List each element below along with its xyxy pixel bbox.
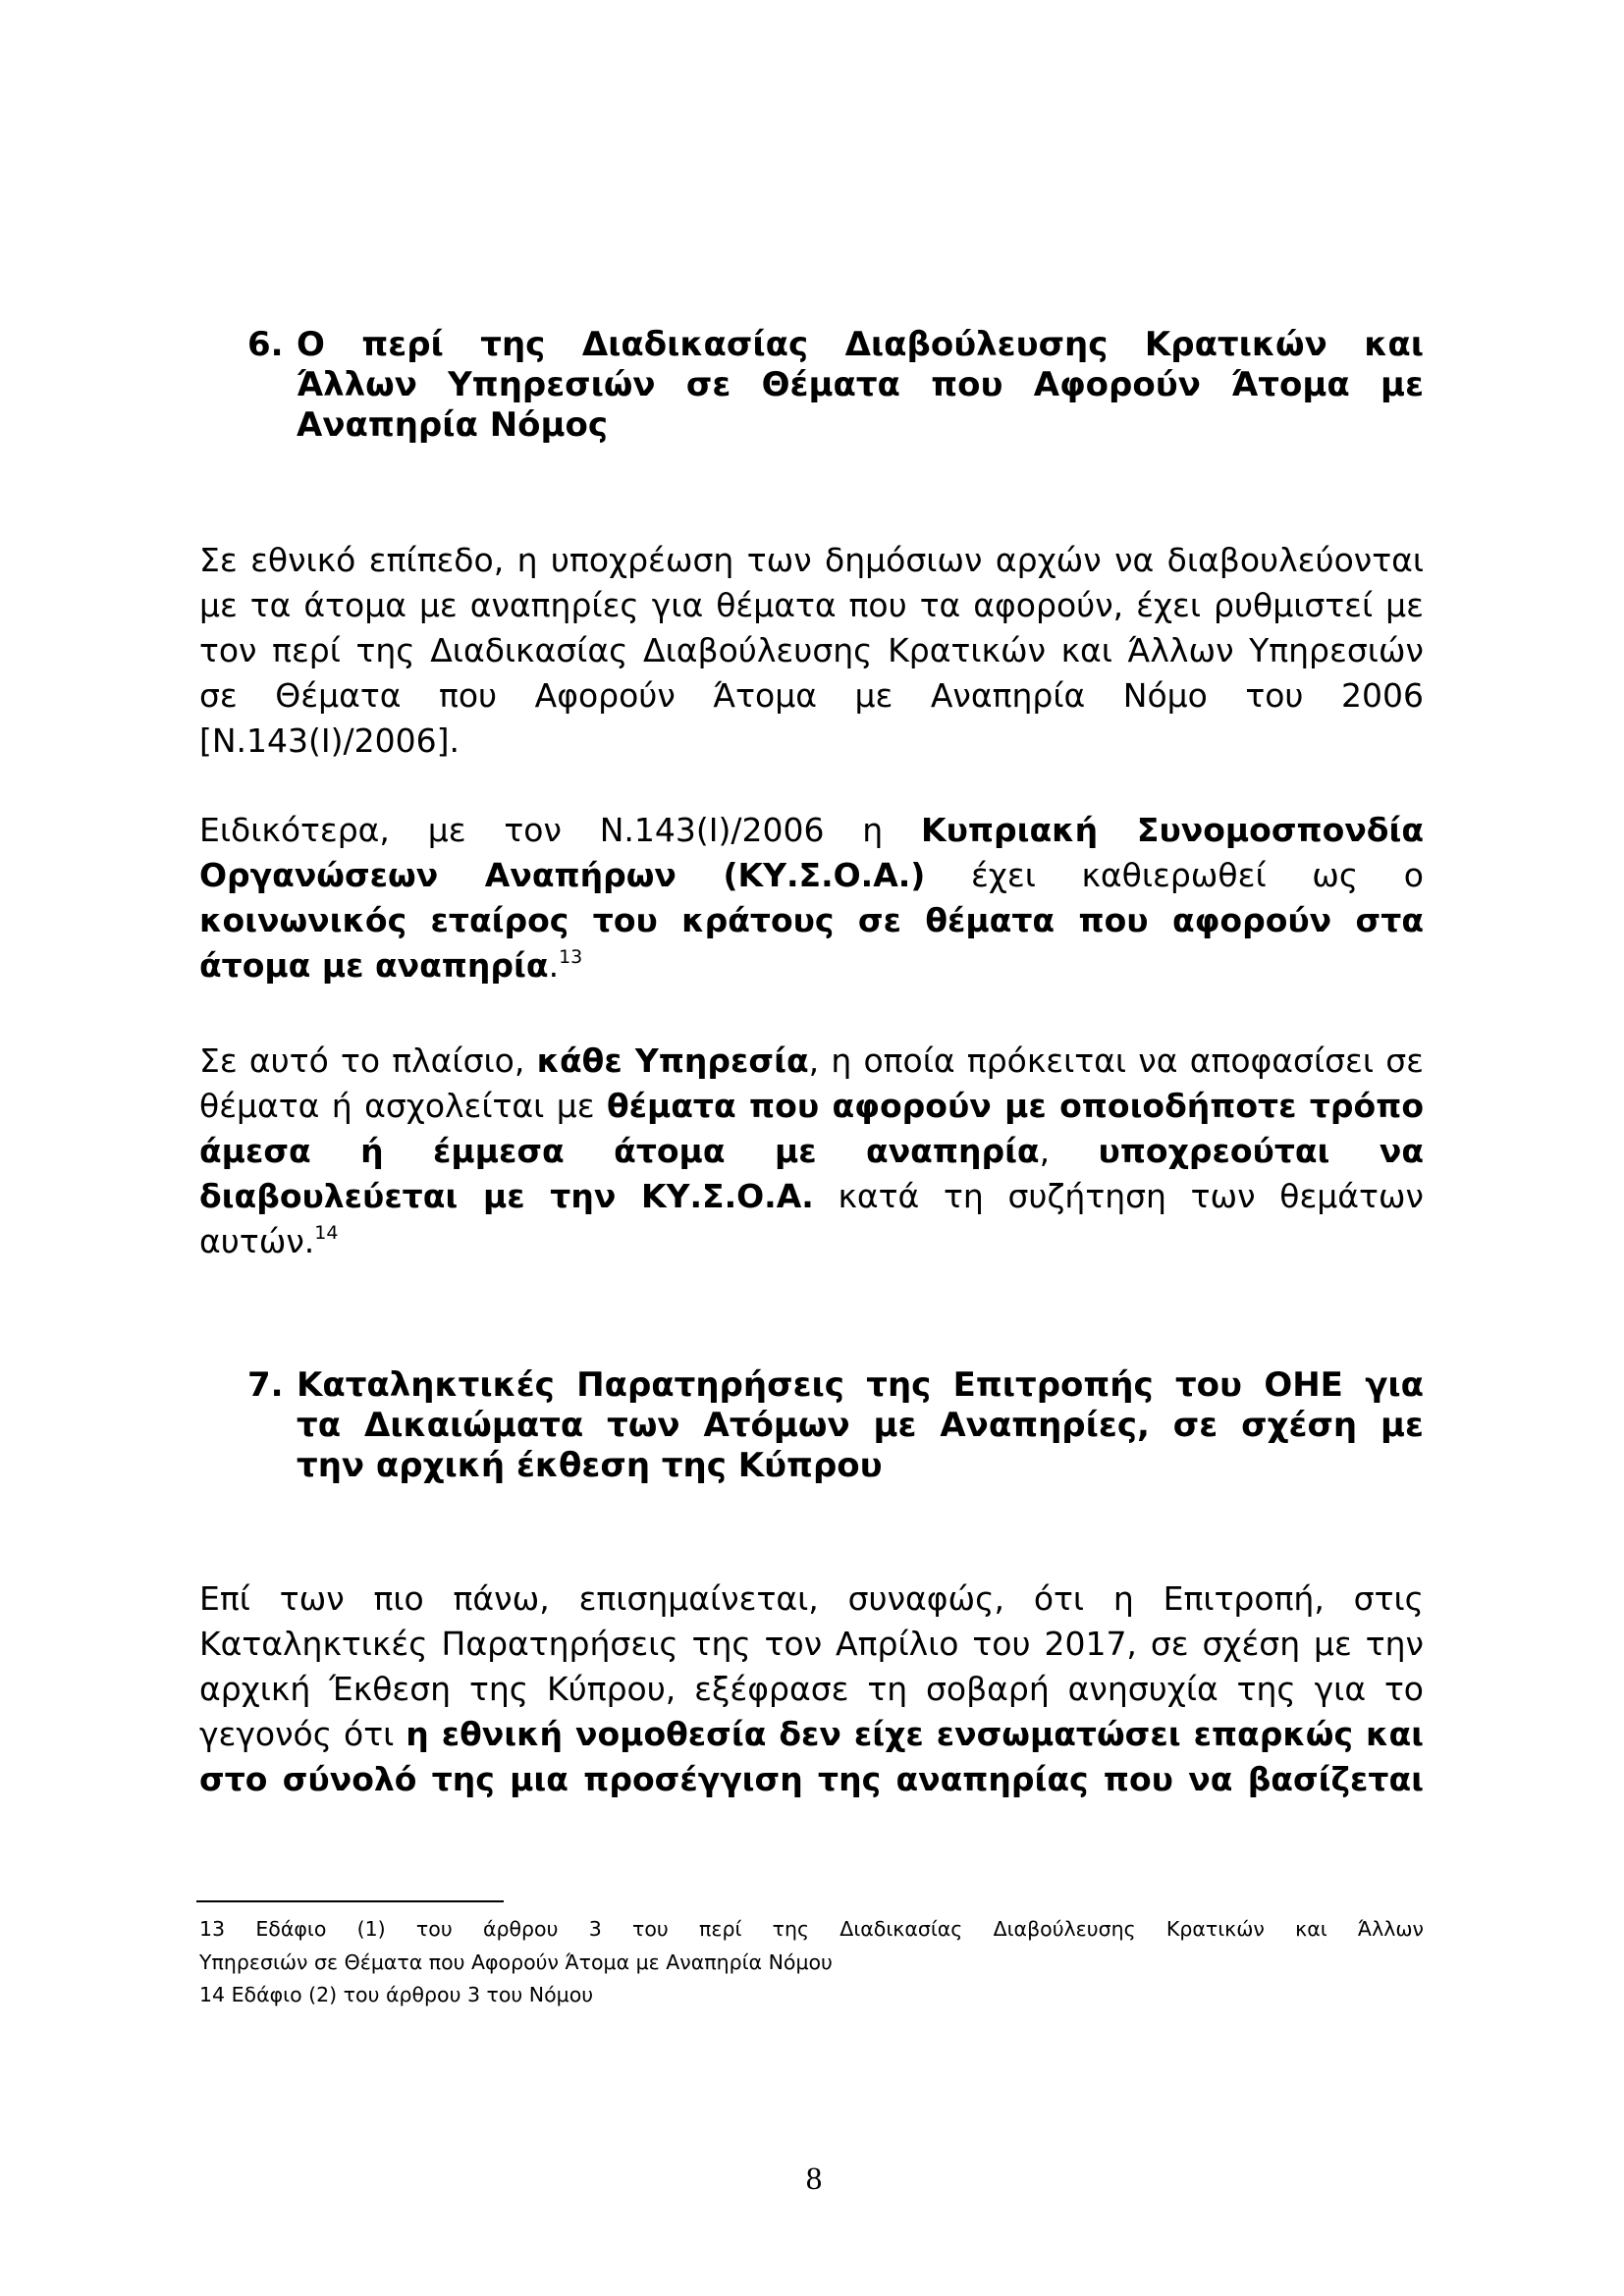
bold-text-run: θέματα που αφορούν με οποιοδήποτε τρόπο: [606, 1087, 1424, 1125]
text-run: ,: [1039, 1132, 1099, 1170]
heading-line: Άλλων Υπηρεσιών σε Θέματα που Αφορούν Άτομα με: [297, 365, 1424, 404]
footnote-13-line: 13 Εδάφιο (1) του άρθρου 3 του περί της Διαδικασίας Διαβούλευσης Κρατικών και Άλλων: [199, 1917, 1424, 1941]
text-line: [199, 1712, 1424, 1757]
footnote-reference-13[interactable]: 13: [559, 946, 583, 968]
text-line: [Ν.143(Ι)/2006].: [199, 721, 460, 760]
text-line: [199, 1174, 1424, 1219]
bold-text-run: κάθε Υπηρεσία: [536, 1041, 809, 1080]
bold-text-run: υποχρεούται να: [1098, 1132, 1424, 1170]
section-title: [297, 1365, 1424, 1486]
text-line: [199, 1129, 1424, 1174]
text-line: [199, 943, 1424, 988]
section-number: 7.: [247, 1365, 284, 1405]
text-run: γεγονός ότι: [199, 1715, 406, 1753]
text-run: θέματα ή ασχολείται με: [199, 1087, 607, 1125]
section-title: [297, 325, 1424, 446]
text-line: Σε εθνικό επίπεδο, η υποχρέωση των δημόσιων αρχών να διαβουλεύονται: [199, 541, 1424, 579]
text-run: Ειδικότερα, με τον Ν.143(Ι)/2006 η: [199, 811, 922, 849]
text-line: [199, 1039, 1424, 1084]
text-line: [199, 853, 1424, 898]
text-line: [199, 808, 1424, 853]
heading-line: την αρχική έκθεση της Κύπρου: [297, 1446, 883, 1485]
paragraph-national-level: [199, 538, 1424, 764]
page-number: 8: [805, 2162, 823, 2197]
bold-text-run: η εθνική νομοθεσία δεν είχε ενσωματώσει επαρκώς και: [406, 1715, 1424, 1753]
text-line: στο σύνολό της μια προσέγγιση της αναπηρίας που να βασίζεται: [199, 1760, 1424, 1798]
bold-text-run: διαβουλεύεται με την ΚΥ.Σ.Ο.Α.: [199, 1177, 814, 1215]
bold-text-run: άτομα με αναπηρία: [199, 946, 549, 985]
text-run: κατά τη συζήτηση των θεμάτων: [813, 1177, 1424, 1215]
text-run: Σε αυτό το πλαίσιο,: [199, 1041, 537, 1080]
heading-line: Αναπηρία Νόμος: [297, 405, 609, 445]
heading-line: Ο περί της Διαδικασίας Διαβούλευσης Κρατικών και: [297, 325, 1424, 364]
footnote-13-line: Υπηρεσιών σε Θέματα που Αφορούν Άτομα με Αναπηρία Νόμου: [199, 1949, 833, 1974]
footnote-separator: [196, 1900, 504, 1902]
text-run: αυτών.: [199, 1222, 315, 1260]
text-line: Καταληκτικές Παρατηρήσεις της τον Απρίλιο του 2017, σε σχέση με την: [199, 1625, 1424, 1663]
text-line: με τα άτομα με αναπηρίες για θέματα που τα αφορούν, έχει ρυθμιστεί με: [199, 586, 1424, 624]
paragraph-kysoa-partner: [199, 808, 1424, 988]
text-line: [199, 1219, 1424, 1264]
text-line: τον περί της Διαδικασίας Διαβούλευσης Κρατικών και Άλλων Υπηρεσιών: [199, 631, 1424, 669]
paragraph-service-obligation: [199, 1039, 1424, 1264]
heading-line: Καταληκτικές Παρατηρήσεις της Επιτροπής του ΟΗΕ για: [297, 1365, 1424, 1405]
bold-text-run: Οργανώσεων Αναπήρων (ΚΥ.Σ.Ο.Α.): [199, 856, 926, 894]
text-line: αρχική Έκθεση της Κύπρου, εξέφρασε τη σοβαρή ανησυχία της για το: [199, 1670, 1424, 1708]
text-run: έχει καθιερωθεί ως ο: [925, 856, 1424, 894]
bold-text-run: άμεσα ή έμμεσα άτομα με αναπηρία: [199, 1132, 1040, 1170]
bold-text-run: Κυπριακή Συνομοσπονδία: [921, 811, 1425, 849]
text-line: σε Θέματα που Αφορούν Άτομα με Αναπηρία Νόμο του 2006: [199, 676, 1424, 715]
text-line: Επί των πιο πάνω, επισημαίνεται, συναφώς, ότι η Επιτροπή, στις: [199, 1579, 1424, 1618]
text-line: [199, 1084, 1424, 1129]
footnote-reference-14[interactable]: 14: [314, 1222, 339, 1244]
text-run: .: [548, 946, 560, 985]
heading-line: τα Δικαιώματα των Ατόμων με Αναπηρίες, σε σχέση με: [297, 1406, 1424, 1445]
section-number: 6.: [247, 325, 284, 364]
bold-text-run: κοινωνικός εταίρος του κράτους σε θέματα που αφορούν στα: [199, 901, 1424, 939]
footnotes: [199, 1913, 1424, 2012]
text-run: , η οποία πρόκειται να αποφασίσει σε: [808, 1041, 1424, 1080]
paragraph-un-committee-concern: [199, 1576, 1424, 1802]
footnote-14-line: 14 Εδάφιο (2) του άρθρου 3 του Νόμου: [199, 1983, 594, 2006]
text-line: [199, 898, 1424, 943]
